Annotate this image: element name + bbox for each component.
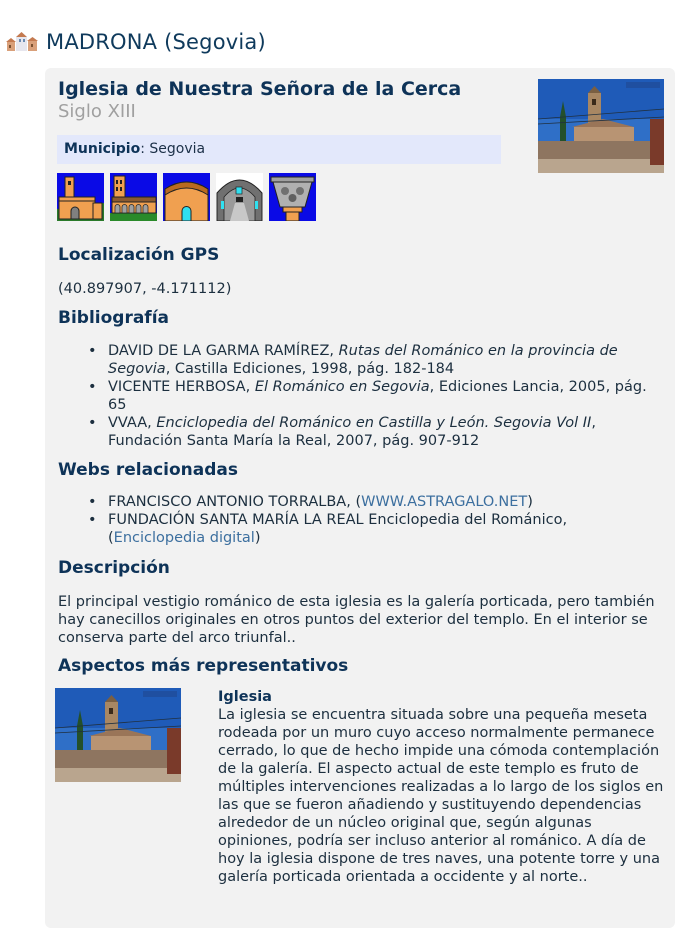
book-title: Rutas del Románico en la provincia de Segovia — [108, 343, 618, 377]
church-photo[interactable] — [538, 79, 664, 173]
capital-icon[interactable] — [269, 173, 316, 221]
monument-century: Siglo XIII — [58, 101, 136, 122]
book-title: El Románico en Segovia — [254, 379, 430, 395]
page-title: MADRONA (Segovia) — [46, 30, 266, 54]
monument-name: Iglesia de Nuestra Señora de la Cerca — [58, 78, 462, 100]
feature-icons — [57, 173, 316, 221]
monument-panel — [45, 68, 675, 928]
gps-coords: (40.897907, -4.171112) — [58, 281, 232, 297]
aspect-title: Iglesia — [218, 689, 272, 705]
bibliography-list — [73, 342, 668, 450]
page-header — [6, 30, 266, 54]
astragalo-link[interactable]: WWW.ASTRAGALO.NET — [361, 494, 528, 510]
bibliography-item: • DAVID DE LA GARMA RAMÍREZ, Rutas del Románico en la provincia de Segovia, Castilla Ediciones, 1998, pág. 182-184 — [108, 342, 668, 378]
tower-church-icon[interactable] — [57, 173, 104, 221]
bibliography-item: • VICENTE HERBOSA, El Románico en Segovia, Ediciones Lancia, 2005, pág. 65 — [108, 378, 668, 414]
bibliography-heading: Bibliografía — [58, 308, 170, 328]
municipio-value: Segovia — [149, 141, 206, 157]
web-item: • FRANCISCO ANTONIO TORRALBA, (WWW.ASTRAGALO.NET) — [108, 493, 668, 511]
apse-icon[interactable] — [163, 173, 210, 221]
gallery-church-icon[interactable] — [110, 173, 157, 221]
interior-vault-icon[interactable] — [216, 173, 263, 221]
municipio-label: Municipio — [64, 141, 141, 157]
book-title: Enciclopedia del Románico en Castilla y León. Segovia Vol II — [156, 415, 592, 431]
description-heading: Descripción — [58, 558, 170, 578]
aspects-heading: Aspectos más representativos — [58, 656, 349, 676]
bibliography-item: • VVAA, Enciclopedia del Románico en Castilla y León. Segovia Vol II, Fundación Santa María la Real, 2007, pág. 907-912 — [108, 414, 668, 450]
description-text: El principal vestigio románico de esta iglesia es la galería porticada, pero también hay canecillos originales en otros puntos del exterior del templo. En el interior se conserva parte del arco triunfal.. — [58, 594, 655, 646]
webs-list — [73, 493, 668, 547]
enciclopedia-link[interactable]: Enciclopedia digital — [113, 530, 255, 546]
web-item: • FUNDACIÓN SANTA MARÍA LA REAL Enciclopedia del Románico, (Enciclopedia digital) — [108, 511, 668, 547]
aspect-item — [218, 688, 668, 886]
gps-heading: Localización GPS — [58, 245, 220, 265]
webs-heading: Webs relacionadas — [58, 460, 239, 480]
municipio-box: Municipio: Segovia — [57, 135, 501, 164]
aspect-photo[interactable] — [55, 688, 181, 782]
village-icon — [6, 32, 38, 52]
aspect-description: La iglesia se encuentra situada sobre una pequeña meseta rodeada por un muro cuyo acceso normalmente permanece cerrado, lo que de hecho impide una cómoda contemplación de la galería. El aspecto actual de este templo es fruto de múltiples intervenciones realizadas a lo largo de los siglos en las que se fueron añadiendo y sustituyendo dependencias alrededor de un núcleo original que, según algunas opiniones, podría ser incluso anterior al románico. A día de hoy la iglesia dispone de tres naves, una potente torre y una galería porticada orientada a occidente y al norte.. — [218, 707, 664, 885]
